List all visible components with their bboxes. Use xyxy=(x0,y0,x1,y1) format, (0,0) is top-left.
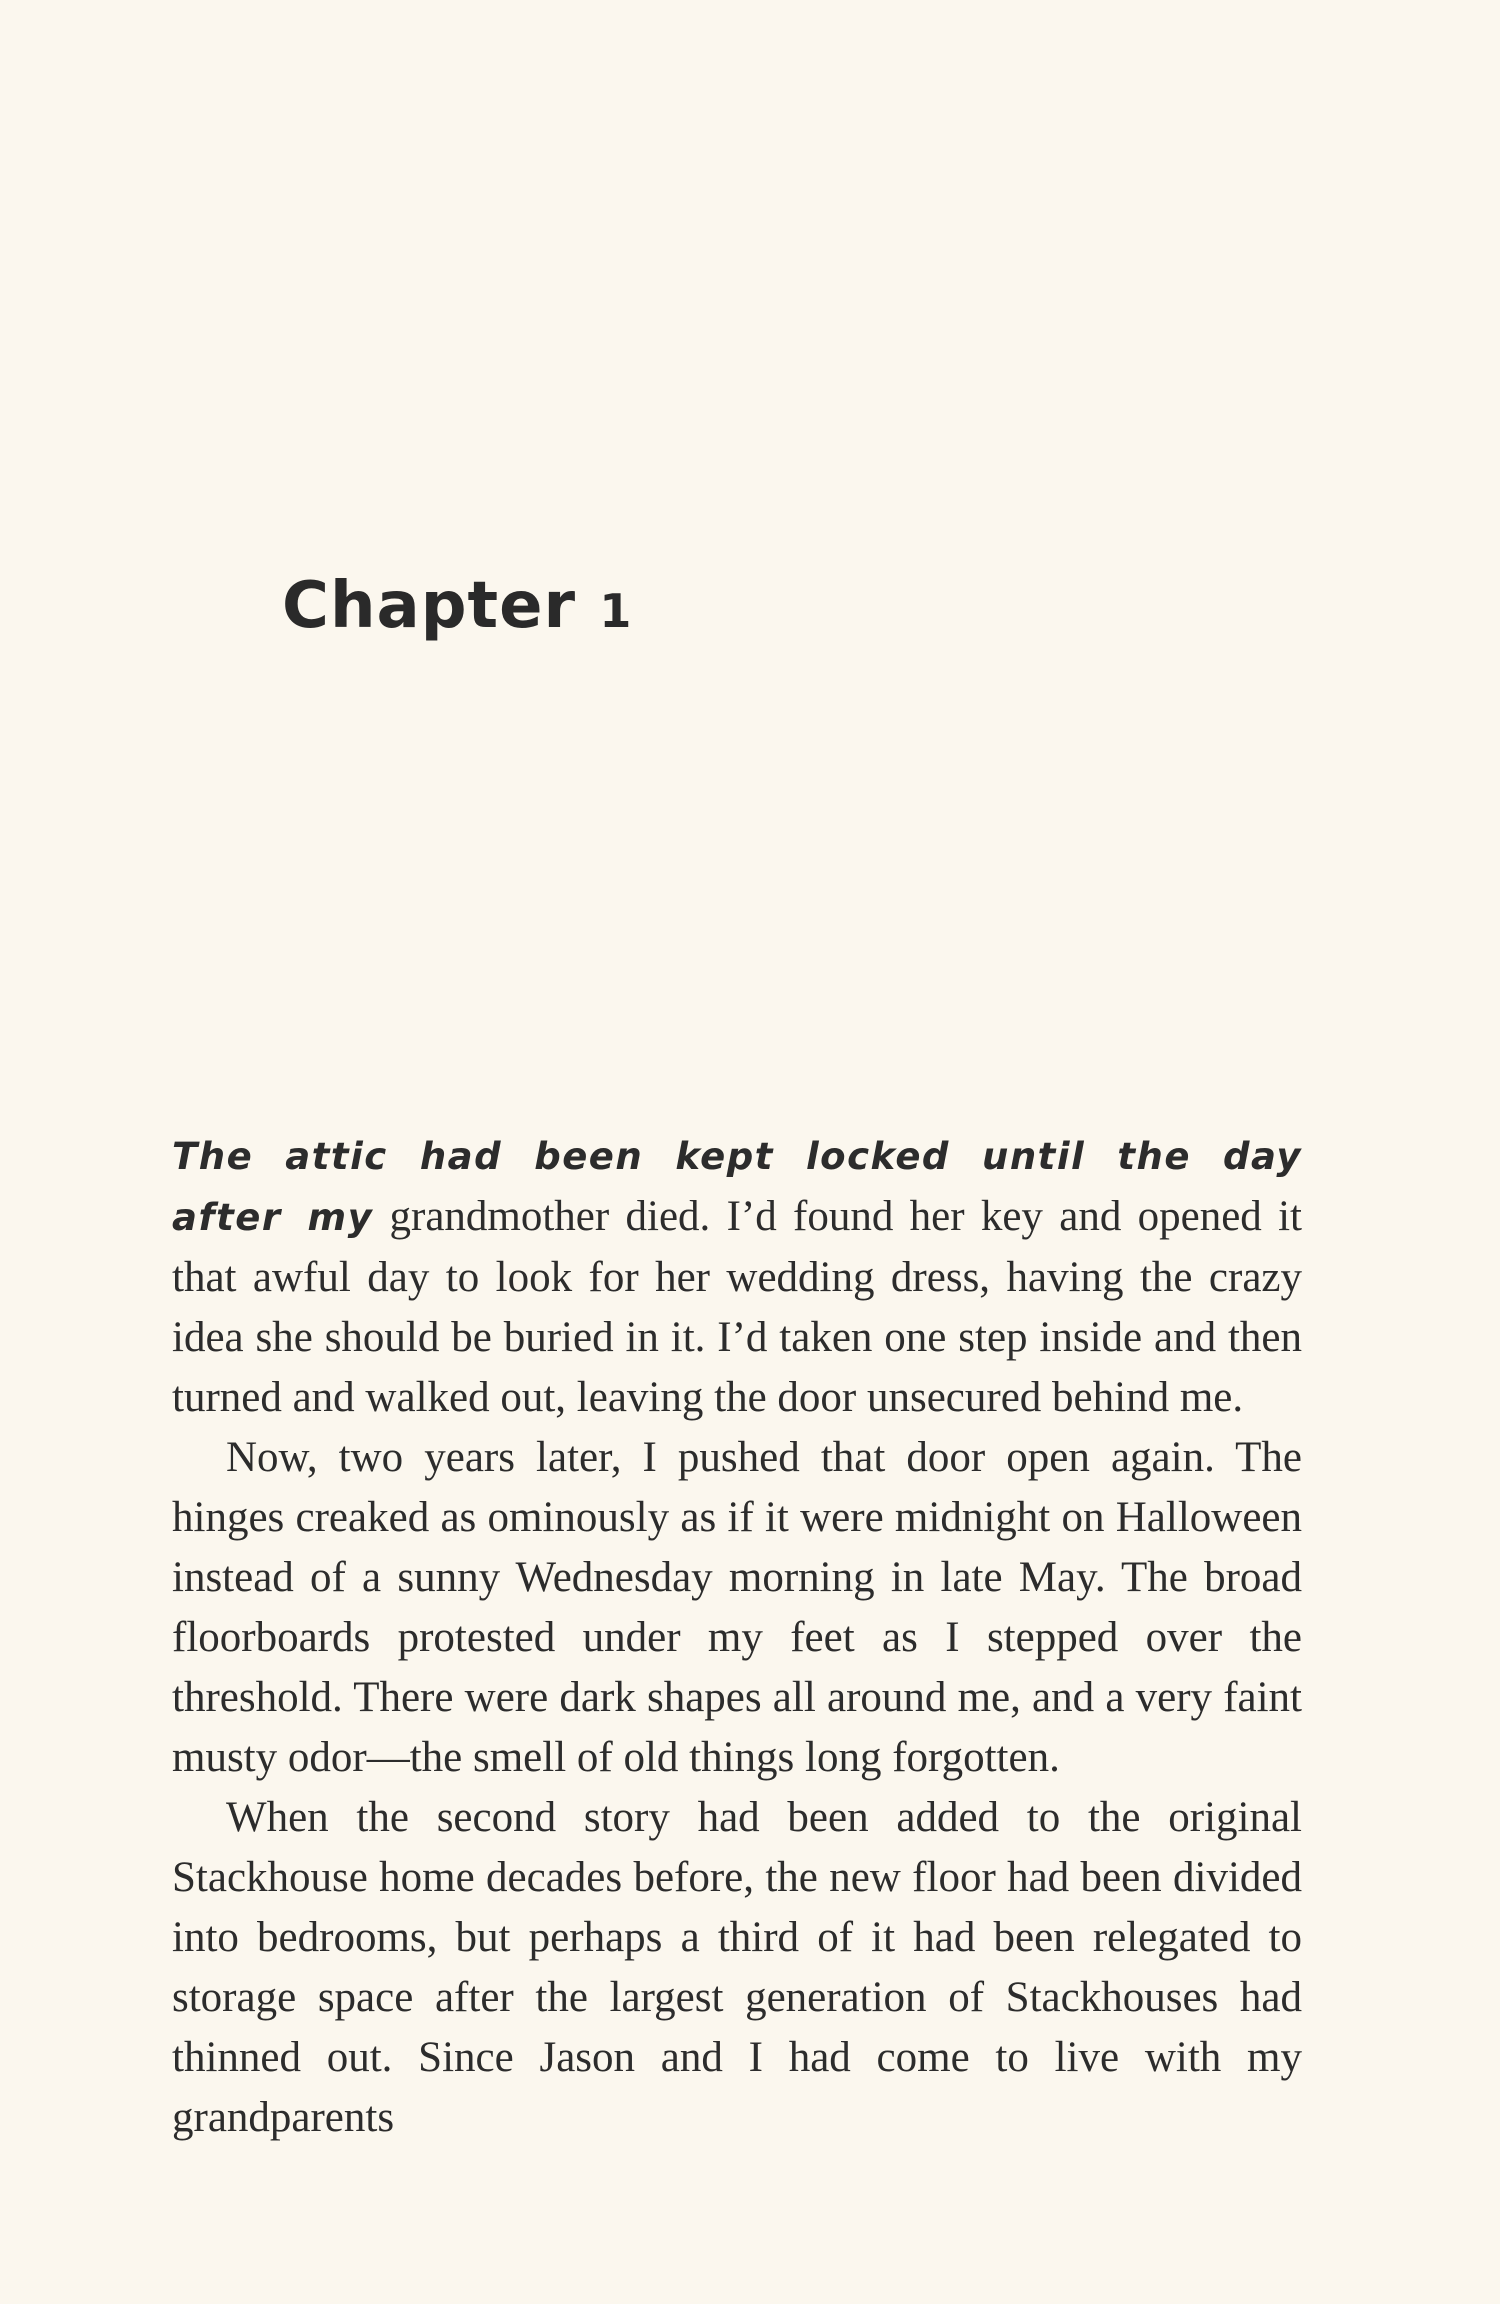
paragraph-1 xyxy=(172,1126,1302,1428)
paragraph-3: When the second story had been added to the original Stackhouse home decades before, the new floor had been divided into bedrooms, but perhaps a third of it had been relegated to storage space after the largest generation of Stackhouses had thinned out. Since Jason and I had come to live with my grandparents xyxy=(172,1794,1302,2141)
chapter-number: 1 xyxy=(599,584,633,638)
paragraph-1-text: grandmother died. I’d found her key and opened it that awful day to look for her wedding dress, having the crazy idea she should be buried in it. I’d taken one step inside and then turned and walked out, leaving the door unsecured behind me. xyxy=(172,1193,1302,1421)
chapter-heading xyxy=(282,569,633,643)
chapter-label: Chapter xyxy=(282,569,577,643)
chapter-body xyxy=(172,1126,1302,2148)
paragraph-2: Now, two years later, I pushed that door open again. The hinges creaked as ominously as if it were midnight on Halloween instead of a sunny Wednesday morning in late May. The broad floorboards protested under my feet as I stepped over the threshold. There were dark shapes all around me, and a very faint musty odor—the smell of old things long forgotten. xyxy=(172,1434,1302,1781)
paragraph-lead-in: The attic had been kept locked until the day after my xyxy=(172,1135,1302,1239)
